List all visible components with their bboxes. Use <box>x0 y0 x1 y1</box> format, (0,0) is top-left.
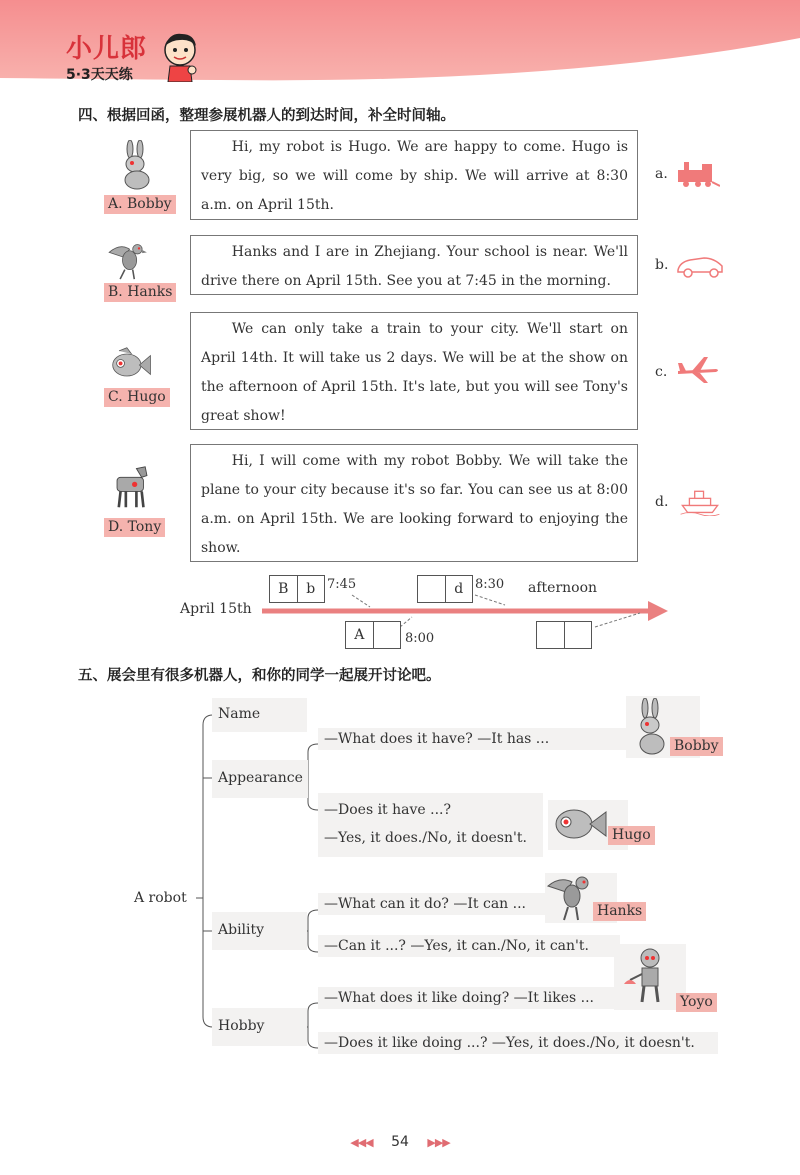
rabbit-robot-icon <box>116 140 160 190</box>
branch-appearance: Appearance <box>218 770 303 786</box>
brand-subtitle: 5·3天天练 <box>66 67 133 83</box>
branch-ability: Ability <box>218 922 265 938</box>
letter-text: We can only take a train to your city. We'll start on April 14th. It will take us 2 days. We will be at the show on the afternoon of April 15th. It's late, but you will see Tony's great show! <box>201 321 628 424</box>
page-number: 54 <box>391 1134 409 1150</box>
appearance-q2b: —Yes, it does./No, it doesn't. <box>324 830 527 846</box>
parrot-robot-icon <box>106 236 150 286</box>
branch-hobby: Hobby <box>218 1018 265 1034</box>
badge-yoyo: Yoyo <box>676 993 717 1012</box>
appearance-q2a: —Does it have ...? <box>324 802 451 818</box>
timeline-box-3 <box>345 621 401 649</box>
ability-q1: —What can it do? —It can ... <box>318 893 550 915</box>
robot-label-tony: D. Tony <box>104 518 165 537</box>
letter-text: Hi, I will come with my robot Bobby. We will take the plane to your city because it's so far. You can see us at 8:00 a.m. on April 15th. We are looking forward to enjoying the show. <box>201 453 628 556</box>
letter-box-3 <box>190 312 638 430</box>
next-arrows-icon: ▶▶▶ <box>427 1136 450 1149</box>
plane-icon <box>676 355 720 385</box>
timeline-cell[interactable]: B <box>270 576 298 602</box>
ability-q2: —Can it ...? —Yes, it can./No, it can't. <box>318 935 620 957</box>
page-footer <box>0 1134 800 1150</box>
letter-box-1 <box>190 130 638 220</box>
timeline-box-2 <box>417 575 473 603</box>
timeline-afternoon: afternoon <box>528 580 598 596</box>
letter-box-4 <box>190 444 638 562</box>
fish-robot-icon <box>550 800 608 846</box>
robot-label-hugo: C. Hugo <box>104 388 170 407</box>
timeline-time-3: 8:00 <box>405 631 435 646</box>
timeline-cell[interactable] <box>537 622 565 648</box>
timeline-cell[interactable] <box>418 576 446 602</box>
letter-box-2 <box>190 235 638 295</box>
brand-logo: 小儿郎 <box>66 34 148 64</box>
option-letter-a: a. <box>655 166 668 182</box>
section5-title: 五、展会里有很多机器人，和你的同学一起展开讨论吧。 <box>78 668 441 684</box>
badge-hugo: Hugo <box>608 826 655 845</box>
letter-text: Hanks and I are in Zhejiang. Your school is near. We'll drive there on April 15th. See you at 7:45 in the morning. <box>201 244 628 289</box>
timeline-time-2: 8:30 <box>475 577 505 592</box>
fish-robot-icon <box>108 340 152 390</box>
robot-label-hanks: B. Hanks <box>104 283 176 302</box>
option-letter-d: d. <box>655 494 669 510</box>
horse-robot-icon <box>110 462 154 512</box>
timeline-box-1 <box>269 575 325 603</box>
parrot-robot-icon <box>546 874 596 922</box>
hobby-q2: —Does it like doing ...? —Yes, it does./No, it doesn't. <box>318 1032 718 1054</box>
timeline-date: April 15th <box>180 601 252 617</box>
option-letter-c: c. <box>655 364 668 380</box>
robot-label-bobby: A. Bobby <box>104 195 176 214</box>
timeline-cell[interactable] <box>565 622 592 648</box>
mindmap-root: A robot <box>134 890 187 906</box>
timeline-cell[interactable] <box>374 622 401 648</box>
car-icon <box>674 250 726 280</box>
badge-bobby: Bobby <box>670 737 723 756</box>
timeline-box-4 <box>536 621 592 649</box>
option-letter-b: b. <box>655 257 669 273</box>
mascot-icon <box>160 30 200 82</box>
badge-hanks: Hanks <box>593 902 646 921</box>
section4-title: 四、根据回函，整理参展机器人的到达时间，补全时间轴。 <box>78 108 455 124</box>
prev-arrows-icon: ◀◀◀ <box>350 1136 373 1149</box>
hobby-q1: —What does it like doing? —It likes ... <box>318 987 624 1009</box>
letter-text: Hi, my robot is Hugo. We are happy to come. Hugo is very big, so we will come by ship. We will arrive at 8:30 a.m. on April 15th. <box>201 139 628 213</box>
timeline-time-1: 7:45 <box>327 577 357 592</box>
timeline-cell[interactable]: A <box>346 622 374 648</box>
rabbit-robot-icon <box>632 698 672 756</box>
branch-name: Name <box>218 706 261 722</box>
train-icon <box>676 158 720 188</box>
appearance-q1: —What does it have? —It has ... <box>318 728 628 750</box>
timeline-cell[interactable]: b <box>306 581 316 597</box>
yoyo-robot-icon <box>622 946 672 1006</box>
ship-icon <box>678 486 722 516</box>
timeline-cell[interactable]: d <box>454 581 464 597</box>
